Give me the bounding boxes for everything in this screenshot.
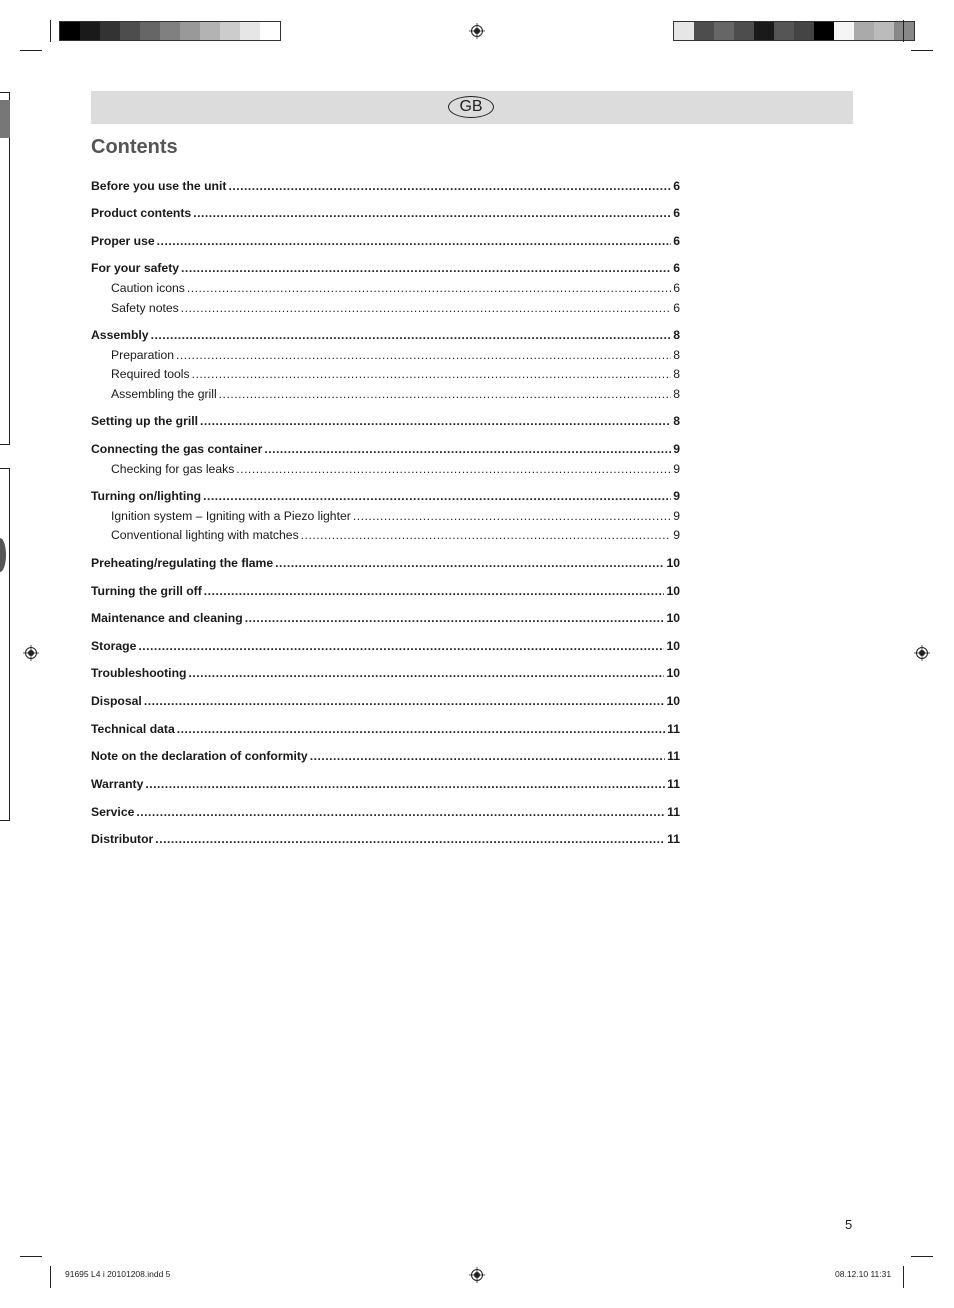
crop-mark — [903, 20, 904, 42]
footer-timestamp: 08.12.10 11:31 — [835, 1269, 892, 1279]
color-swatch — [220, 22, 240, 40]
toc-entry-label: Assembling the grill — [111, 387, 217, 401]
color-swatch — [774, 22, 794, 40]
crop-mark — [50, 20, 51, 42]
toc-entry-page: 8 — [673, 367, 680, 381]
toc-entry-label: Technical data — [91, 722, 175, 736]
toc-entry-label: For your safety — [91, 261, 180, 275]
color-swatch — [814, 22, 834, 40]
toc-leader-dots — [200, 413, 671, 429]
color-swatch — [140, 22, 160, 40]
color-bar-left — [59, 21, 281, 41]
color-swatch — [60, 22, 80, 40]
toc-leader-dots — [188, 665, 664, 681]
toc-entry-label: Disposal — [91, 694, 142, 708]
toc-entry-page: 8 — [673, 414, 680, 428]
toc-entry-label: Maintenance and cleaning — [91, 611, 243, 625]
crop-mark — [911, 1256, 933, 1257]
toc-leader-dots — [155, 831, 665, 847]
toc-leader-dots — [353, 508, 671, 524]
toc-entry-page: 10 — [666, 556, 680, 570]
toc-entry — [91, 804, 680, 820]
toc-entry — [111, 300, 680, 316]
page-title: Contents — [91, 136, 178, 158]
registration-mark-icon — [469, 23, 485, 39]
toc-entry-page: 11 — [667, 777, 680, 791]
crop-mark — [911, 50, 933, 51]
toc-leader-dots — [157, 233, 672, 249]
toc-leader-dots — [228, 178, 671, 194]
toc-entry-label: Turning the grill off — [91, 584, 202, 598]
toc-leader-dots — [301, 527, 672, 543]
toc-entry-label: Safety notes — [111, 301, 179, 315]
toc-entry-label: Troubleshooting — [91, 666, 187, 680]
toc-entry — [91, 831, 680, 847]
toc-entry-label: Preparation — [111, 348, 175, 362]
toc-entry — [111, 347, 680, 363]
toc-leader-dots — [181, 260, 671, 276]
toc-entry-label: Conventional lighting with matches — [111, 528, 299, 542]
color-swatch — [260, 22, 280, 40]
registration-mark-icon — [914, 645, 930, 661]
toc-entry — [111, 527, 680, 543]
registration-mark-icon — [23, 645, 39, 661]
toc-leader-dots — [181, 300, 671, 316]
toc-entry — [91, 748, 680, 764]
toc-entry-page: 6 — [673, 234, 680, 248]
toc-entry-label: Connecting the gas container — [91, 442, 263, 456]
toc-entry-label: Distributor — [91, 832, 154, 846]
toc-leader-dots — [219, 386, 672, 402]
color-swatch — [734, 22, 754, 40]
toc-leader-dots — [177, 721, 665, 737]
toc-entry-label: Before you use the unit — [91, 179, 227, 193]
color-swatch — [694, 22, 714, 40]
toc-entry — [91, 178, 680, 194]
toc-entry-page: 11 — [667, 832, 680, 846]
toc-entry-label: Warranty — [91, 777, 144, 791]
toc-leader-dots — [275, 555, 664, 571]
toc-leader-dots — [138, 638, 664, 654]
side-tab-decoration — [0, 100, 10, 138]
crop-mark — [50, 1266, 51, 1288]
toc-entry — [91, 665, 680, 681]
toc-leader-dots — [144, 693, 665, 709]
toc-entry-page: 9 — [673, 509, 680, 523]
color-swatch — [874, 22, 894, 40]
color-swatch — [100, 22, 120, 40]
toc-entry — [91, 233, 680, 249]
toc-entry-label: Storage — [91, 639, 137, 653]
toc-entry-page: 11 — [667, 805, 680, 819]
toc-entry — [111, 366, 680, 382]
color-swatch — [794, 22, 814, 40]
toc-entry-label: Ignition system – Igniting with a Piezo lighter — [111, 509, 351, 523]
color-swatch — [854, 22, 874, 40]
toc-entry — [91, 776, 680, 792]
color-swatch — [180, 22, 200, 40]
color-swatch — [120, 22, 140, 40]
toc-entry-label: Caution icons — [111, 281, 185, 295]
toc-entry-page: 6 — [673, 261, 680, 275]
toc-entry-page: 9 — [673, 442, 680, 456]
toc-entry — [91, 610, 680, 626]
toc-entry-page: 6 — [673, 281, 680, 295]
crop-mark — [20, 1256, 42, 1257]
toc-leader-dots — [193, 205, 671, 221]
color-swatch — [80, 22, 100, 40]
toc-entry-page: 10 — [666, 694, 680, 708]
toc-entry-label: Note on the declaration of conformity — [91, 749, 308, 763]
color-swatch — [160, 22, 180, 40]
toc-entry-page: 8 — [673, 328, 680, 342]
toc-entry-page: 6 — [673, 206, 680, 220]
toc-leader-dots — [192, 366, 672, 382]
toc-entry — [91, 721, 680, 737]
color-swatch — [240, 22, 260, 40]
page-number: 5 — [845, 1217, 853, 1232]
toc-leader-dots — [176, 347, 671, 363]
toc-entry-label: Setting up the grill — [91, 414, 198, 428]
toc-entry — [91, 260, 680, 276]
toc-leader-dots — [245, 610, 665, 626]
color-swatch — [754, 22, 774, 40]
side-slug — [0, 92, 10, 445]
toc-entry-page: 10 — [666, 666, 680, 680]
toc-leader-dots — [187, 280, 671, 296]
registration-mark-icon — [469, 1267, 485, 1283]
toc-entry-page: 10 — [666, 584, 680, 598]
toc-entry — [91, 488, 680, 504]
toc-leader-dots — [203, 488, 671, 504]
toc-leader-dots — [310, 748, 665, 764]
color-bar-right — [673, 21, 915, 41]
toc-leader-dots — [145, 776, 665, 792]
toc-entry-page: 11 — [667, 722, 680, 736]
toc-entry-page: 10 — [666, 611, 680, 625]
toc-entry-label: Proper use — [91, 234, 155, 248]
toc-entry-label: Turning on/lighting — [91, 489, 202, 503]
color-swatch — [200, 22, 220, 40]
toc-leader-dots — [204, 583, 665, 599]
toc-entry-page: 9 — [673, 462, 680, 476]
toc-entry-label: Preheating/regulating the flame — [91, 556, 274, 570]
toc-entry-page: 11 — [667, 749, 680, 763]
toc-entry — [91, 638, 680, 654]
toc-entry — [91, 583, 680, 599]
toc-entry — [91, 205, 680, 221]
toc-entry — [91, 327, 680, 343]
toc-entry-page: 6 — [673, 301, 680, 315]
toc-entry — [111, 508, 680, 524]
toc-entry — [111, 386, 680, 402]
toc-entry-page: 8 — [673, 387, 680, 401]
toc-entry-label: Checking for gas leaks — [111, 462, 235, 476]
toc-leader-dots — [264, 441, 671, 457]
language-badge: GB — [448, 96, 494, 118]
toc-leader-dots — [236, 461, 671, 477]
toc-entry-page: 6 — [673, 179, 680, 193]
color-swatch — [894, 22, 914, 40]
toc-entry-label: Service — [91, 805, 135, 819]
toc-leader-dots — [151, 327, 672, 343]
toc-entry-page: 9 — [673, 489, 680, 503]
toc-entry-label: Required tools — [111, 367, 190, 381]
toc-leader-dots — [136, 804, 665, 820]
color-swatch — [834, 22, 854, 40]
color-swatch — [674, 22, 694, 40]
toc-entry-page: 10 — [666, 639, 680, 653]
toc-entry — [111, 280, 680, 296]
side-slug — [0, 468, 10, 821]
color-swatch — [714, 22, 734, 40]
toc-entry — [91, 441, 680, 457]
toc-entry-label: Product contents — [91, 206, 192, 220]
toc-entry — [91, 693, 680, 709]
toc-entry — [111, 461, 680, 477]
footer-file-info: 91695 L4 i 20101208.indd 5 — [65, 1269, 171, 1279]
toc-entry-page: 8 — [673, 348, 680, 362]
crop-mark — [20, 50, 42, 51]
toc-entry-label: Assembly — [91, 328, 149, 342]
toc-entry — [91, 555, 680, 571]
crop-mark — [903, 1266, 904, 1288]
toc-entry-page: 9 — [673, 528, 680, 542]
toc-entry — [91, 413, 680, 429]
